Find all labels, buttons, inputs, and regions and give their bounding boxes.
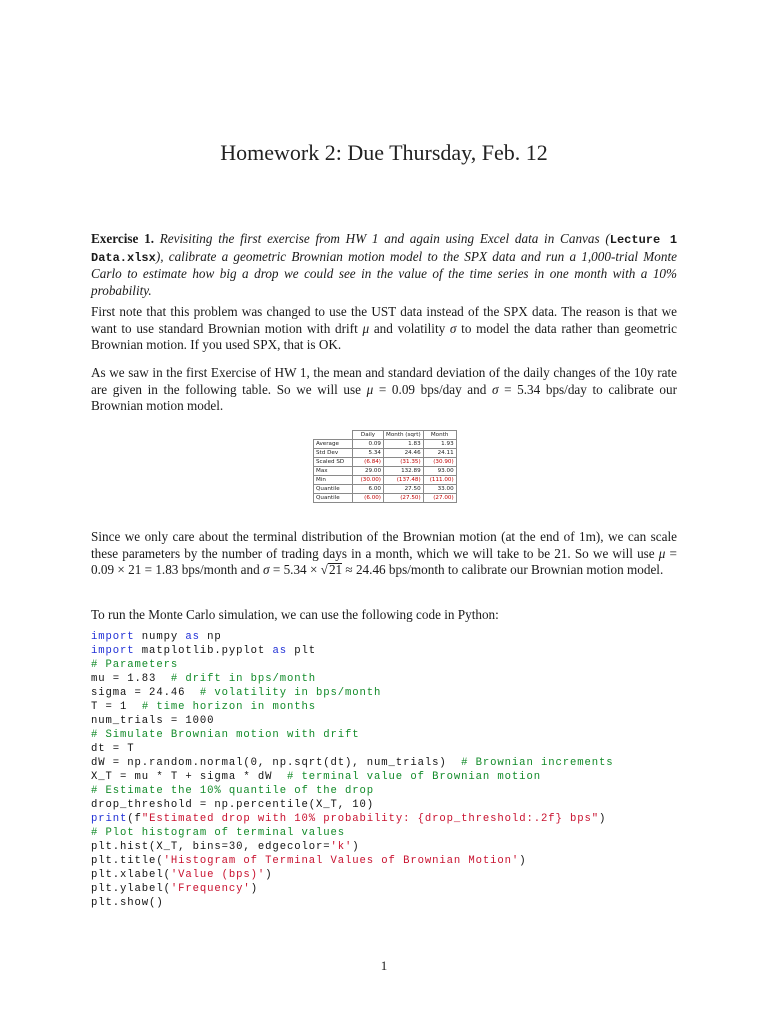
code-text: ) bbox=[250, 883, 258, 895]
table-row bbox=[314, 449, 457, 458]
p3-root: 21 bbox=[328, 562, 343, 578]
code-comment: # Brownian increments bbox=[461, 757, 614, 769]
code-comment: # Parameters bbox=[91, 659, 179, 671]
code-line bbox=[91, 826, 614, 840]
code-text: plt.xlabel( bbox=[91, 869, 171, 881]
table-row-label: Min bbox=[314, 476, 353, 485]
code-string: 'k' bbox=[330, 841, 353, 853]
exercise-label: Exercise 1. bbox=[91, 231, 154, 246]
code-keyword: as bbox=[272, 645, 287, 657]
code-keyword: print bbox=[91, 813, 128, 825]
code-line bbox=[91, 854, 614, 868]
p3-c: = 5.34 × √ bbox=[269, 562, 328, 578]
exercise-paragraph bbox=[91, 231, 677, 299]
table-header-cell: Daily bbox=[353, 431, 384, 440]
code-text: plt.ylabel( bbox=[91, 883, 171, 895]
code-line bbox=[91, 896, 614, 910]
table-cell: (137.48) bbox=[384, 476, 424, 485]
exercise-text-b: ), calibrate a geometric Brownian motion model to the SPX data and run a 1,000-trial Monte Carlo to estimate how big a drop we could see in the value of the time series in one month with a 10% probability. bbox=[91, 248, 677, 298]
p3-b: = 0.09 × 21 = 1.83 bps/month and bbox=[91, 545, 677, 578]
table-row bbox=[314, 467, 457, 476]
python-code-block bbox=[91, 630, 614, 910]
code-string: 'Frequency' bbox=[170, 883, 251, 895]
code-text: ) bbox=[599, 813, 607, 825]
table-cell: (30.00) bbox=[353, 476, 384, 485]
code-string: "Estimated drop with 10% probability: {drop_threshold:.2f} bps" bbox=[141, 813, 600, 825]
table-cell: (27.50) bbox=[384, 494, 424, 503]
code-comment: # Simulate Brownian motion with drift bbox=[91, 729, 360, 741]
code-comment: # volatility in bps/month bbox=[199, 687, 382, 699]
code-comment: # time horizon in months bbox=[141, 701, 316, 713]
code-text: np bbox=[199, 631, 222, 643]
code-text: plt.show() bbox=[91, 897, 164, 909]
paragraph-3 bbox=[91, 529, 677, 579]
statistics-table bbox=[313, 430, 457, 503]
code-text: drop_threshold = np.percentile(X_T, 10) bbox=[91, 799, 375, 811]
code-line bbox=[91, 742, 614, 756]
p2-a: As we saw in the first Exercise of HW 1, the mean and standard deviation of the daily changes of the 10y rate are given in the following table. So we will use bbox=[91, 365, 677, 397]
table-cell: 132.89 bbox=[384, 467, 424, 476]
code-comment: # Plot histogram of terminal values bbox=[91, 827, 346, 839]
code-text: plt bbox=[286, 645, 316, 657]
p1-sigma: σ bbox=[449, 320, 457, 336]
code-line bbox=[91, 644, 614, 658]
code-text: T = 1 bbox=[91, 701, 142, 713]
code-line bbox=[91, 686, 614, 700]
table-cell: 1.83 bbox=[384, 440, 424, 449]
code-keyword: import bbox=[91, 645, 135, 657]
table-body bbox=[314, 440, 457, 503]
p1-mu: μ bbox=[362, 320, 370, 336]
p2-mu: μ bbox=[366, 381, 374, 397]
exercise-text bbox=[91, 231, 677, 298]
code-text: dW = np.random.normal(0, np.sqrt(dt), num_trials) bbox=[91, 757, 462, 769]
table-cell: 1.93 bbox=[423, 440, 456, 449]
p2-sigma: σ bbox=[491, 381, 499, 397]
code-comment: # terminal value of Brownian motion bbox=[286, 771, 541, 783]
table-cell: 29.00 bbox=[353, 467, 384, 476]
code-line bbox=[91, 770, 614, 784]
p1-b: and volatility bbox=[369, 320, 450, 336]
p3-mu: μ bbox=[658, 545, 666, 561]
table-cell: (27.00) bbox=[423, 494, 456, 503]
code-line bbox=[91, 812, 614, 826]
code-text: sigma = 24.46 bbox=[91, 687, 200, 699]
table-row-label: Max bbox=[314, 467, 353, 476]
code-text: X_T = mu * T + sigma * dW bbox=[91, 771, 287, 783]
code-line bbox=[91, 784, 614, 798]
code-text: (f bbox=[127, 813, 142, 825]
exercise-text-a: Revisiting the first exercise from HW 1 and again using Excel data in Canvas ( bbox=[159, 231, 610, 246]
code-line bbox=[91, 672, 614, 686]
code-text: ) bbox=[352, 841, 360, 853]
code-line bbox=[91, 798, 614, 812]
code-keyword: import bbox=[91, 631, 135, 643]
table-header-cell: Month bbox=[423, 431, 456, 440]
p2-c: = 5.34 bps/day to calibrate our Brownian motion model. bbox=[91, 381, 677, 414]
table-row bbox=[314, 485, 457, 494]
code-line bbox=[91, 728, 614, 742]
table-cell: 24.46 bbox=[384, 449, 424, 458]
code-text: ) bbox=[519, 855, 527, 867]
p3-sigma: σ bbox=[263, 562, 270, 578]
code-line bbox=[91, 868, 614, 882]
code-line bbox=[91, 658, 614, 672]
code-line bbox=[91, 882, 614, 896]
table-row bbox=[314, 440, 457, 449]
code-line bbox=[91, 840, 614, 854]
code-string: 'Value (bps)' bbox=[170, 869, 266, 881]
table-row-label: Quantile bbox=[314, 485, 353, 494]
table-row bbox=[314, 494, 457, 503]
table-cell: 27.50 bbox=[384, 485, 424, 494]
table-cell: (6.84) bbox=[353, 458, 384, 467]
table-cell: (111.00) bbox=[423, 476, 456, 485]
p3-a: Since we only care about the terminal distribution of the Brownian motion (at the end of 1m), we can scale these parameters by the number of trading days in a month, which we will take to be 21. So we will use bbox=[91, 529, 677, 561]
p1-a: First note that this problem was changed to use the UST data instead of the SPX data. The reason is that we want to use standard Brownian motion with drift bbox=[91, 304, 677, 336]
code-string: 'Histogram of Terminal Values of Brownian Motion' bbox=[163, 855, 520, 867]
table-row bbox=[314, 458, 457, 467]
code-text: dt = T bbox=[91, 743, 135, 755]
page-title: Homework 2: Due Thursday, Feb. 12 bbox=[220, 140, 548, 165]
exercise-filename: Lecture 1 Data.xlsx bbox=[91, 233, 678, 265]
code-line bbox=[91, 700, 614, 714]
code-text: ) bbox=[265, 869, 273, 881]
table-row-label: Average bbox=[314, 440, 353, 449]
code-text: plt.title( bbox=[91, 855, 164, 867]
paragraph-2 bbox=[91, 365, 677, 415]
page-number: 1 bbox=[380, 958, 388, 973]
table-cell: 6.00 bbox=[353, 485, 384, 494]
code-comment: # drift in bps/month bbox=[170, 673, 316, 685]
code-text: mu = 1.83 bbox=[91, 673, 171, 685]
table-cell: 33.00 bbox=[423, 485, 456, 494]
code-text: matplotlib.pyplot bbox=[134, 645, 273, 657]
code-text: num_trials = 1000 bbox=[91, 715, 215, 727]
table-row bbox=[314, 476, 457, 485]
table-cell: 24.11 bbox=[423, 449, 456, 458]
p2-b: = 0.09 bps/day and bbox=[373, 381, 492, 397]
code-text: plt.hist(X_T, bins=30, edgecolor= bbox=[91, 841, 331, 853]
paragraph-1 bbox=[91, 304, 677, 354]
code-comment: # Estimate the 10% quantile of the drop bbox=[91, 785, 375, 797]
table-row-label: Quantile bbox=[314, 494, 353, 503]
table-cell: 93.00 bbox=[423, 467, 456, 476]
code-text: numpy bbox=[134, 631, 186, 643]
table-cell: (6.00) bbox=[353, 494, 384, 503]
paragraph-4: To run the Monte Carlo simulation, we can use the following code in Python: bbox=[91, 607, 499, 622]
table-header-row bbox=[314, 431, 457, 440]
code-keyword: as bbox=[185, 631, 200, 643]
code-line bbox=[91, 756, 614, 770]
code-line bbox=[91, 714, 614, 728]
table-cell: 0.09 bbox=[353, 440, 384, 449]
p3-d: ≈ 24.46 bps/month to calibrate our Brownian motion model. bbox=[342, 562, 664, 578]
p1-c: to model the data rather than geometric Brownian motion. If you used SPX, that is OK. bbox=[91, 320, 677, 353]
statistics-table-wrap bbox=[313, 430, 457, 503]
table-row-label: Std Dev bbox=[314, 449, 353, 458]
table-cell: 5.34 bbox=[353, 449, 384, 458]
table-cell: (31.35) bbox=[384, 458, 424, 467]
table-row-label: Scaled SD bbox=[314, 458, 353, 467]
table-header-cell: Month (sqrt) bbox=[384, 431, 424, 440]
table-cell: (30.90) bbox=[423, 458, 456, 467]
code-line bbox=[91, 630, 614, 644]
table-header-cell bbox=[314, 431, 353, 440]
